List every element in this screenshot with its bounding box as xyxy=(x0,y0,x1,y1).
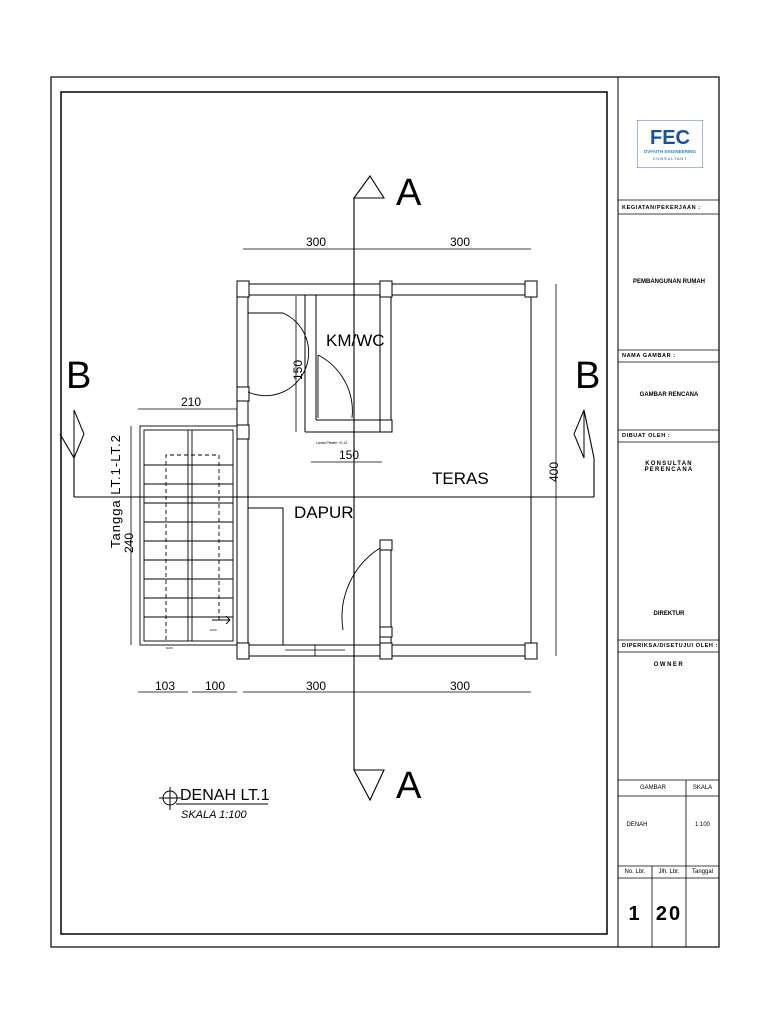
section-a-top-label: A xyxy=(396,172,422,214)
drawing-scale: SKALA 1:100 xyxy=(181,809,247,821)
dimension-lines xyxy=(131,249,556,692)
room-dapur: DAPUR xyxy=(294,503,354,522)
stair-label: Tangga LT.1-LT.2 xyxy=(108,434,123,548)
windows xyxy=(285,645,345,656)
col-tanggal: Tanggal xyxy=(691,869,714,875)
dim-top-left: 300 xyxy=(306,235,327,249)
dim-bottom-1: 103 xyxy=(155,679,176,693)
section-b-arrows xyxy=(74,410,584,458)
val-skala: 1:100 xyxy=(694,822,710,828)
section-b-right-label: B xyxy=(575,355,601,397)
diperiksa-label: DIPERIKSA/DISETUJUI OLEH : xyxy=(622,643,718,649)
nama-gambar-value: GAMBAR RENCANA xyxy=(639,392,699,398)
logo-text: FEC xyxy=(650,127,690,149)
nama-gambar-label: NAMA GAMBAR : xyxy=(622,353,676,359)
col-no-lbr: No. Lbr. xyxy=(624,869,646,875)
floor-plan xyxy=(60,176,594,810)
dim-bottom-3: 300 xyxy=(306,679,327,693)
dim-wc-height: 150 xyxy=(291,359,305,380)
stair-naik-1: NAIK xyxy=(166,646,174,650)
col-jlh-lbr: Jlh. Lbr. xyxy=(658,869,680,875)
section-line-a xyxy=(354,176,384,800)
dim-bottom-4: 300 xyxy=(450,679,471,693)
room-kmwc: KM/WC xyxy=(326,331,385,350)
logo-sub2: CONSULTANT xyxy=(652,156,688,161)
kegiatan-label: KEGIATAN/PEKERJAAN : xyxy=(622,205,701,211)
dim-wc-width: 150 xyxy=(339,448,360,462)
dim-right-height: 400 xyxy=(547,461,561,482)
dim-bottom-2: 100 xyxy=(205,679,226,693)
col-gambar: GAMBAR xyxy=(639,785,666,791)
dibuat-label: DIBUAT OLEH : xyxy=(622,433,671,439)
floor-note: Lantai Plester +0.12 xyxy=(316,441,348,445)
company-logo xyxy=(637,120,703,168)
staircase xyxy=(140,426,237,645)
doors xyxy=(248,313,380,630)
section-a-bottom-label: A xyxy=(396,765,422,807)
drawing-title: DENAH LT.1 xyxy=(180,787,270,804)
logo-sub1: DVFAITH ENGINEERING xyxy=(643,149,697,154)
owner-label: OWNER xyxy=(653,662,685,668)
outer-border xyxy=(51,77,719,947)
kegiatan-value: PEMBANGUNAN RUMAH xyxy=(633,279,705,285)
val-jlh-lbr: 20 xyxy=(655,903,683,925)
direktur-label: DIREKTUR xyxy=(653,611,685,617)
columns xyxy=(237,281,537,659)
title-block-grid xyxy=(618,200,719,947)
val-gambar: DENAH xyxy=(626,822,648,828)
val-no-lbr: 1 xyxy=(628,903,642,925)
section-b-left-label: B xyxy=(66,355,92,397)
dibuat-value: KONSULTAN PERENCANA xyxy=(644,461,694,473)
dim-top-right: 300 xyxy=(450,235,471,249)
stair-naik-2: NAIK xyxy=(210,628,218,632)
dim-stair-width: 210 xyxy=(181,395,202,409)
dim-stair-depth: 240 xyxy=(122,532,136,553)
logo-graphic xyxy=(637,120,703,168)
col-skala: SKALA xyxy=(692,785,713,791)
room-teras: TERAS xyxy=(432,469,489,488)
